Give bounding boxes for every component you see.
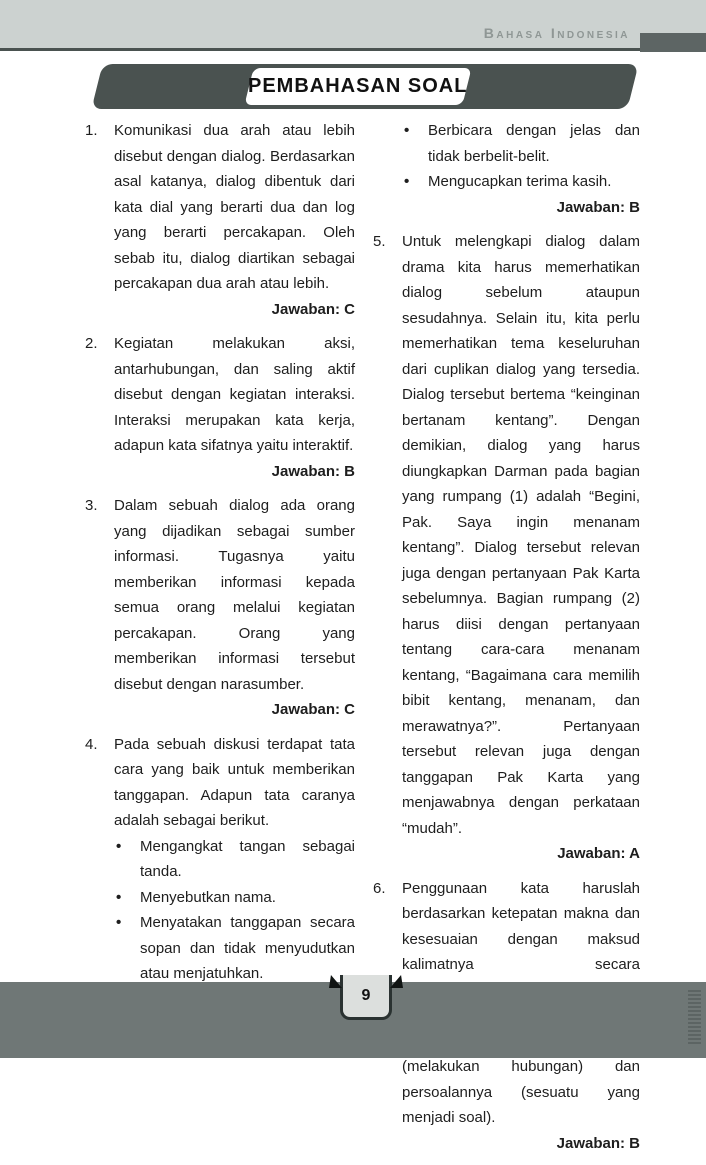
question-text: Penggunaan kata haruslah berdasarkan ketepatan makna dan kesesuaian dengan maksud kalimatnya secara (melakukan hubungan) dan persoalannya (sesuatu yang menjadi soal).: [402, 879, 640, 1126]
bullet-text: Menyatakan tanggapan secara sopan dan tidak menyudutkan atau menjatuhkan.: [140, 914, 355, 982]
page-number-tab: [340, 975, 392, 1020]
question-body: [402, 229, 640, 841]
question-block: [85, 118, 355, 322]
title-plate: [244, 68, 471, 105]
question-text: Pada sebuah diskusi terdapat tata cara yang baik untuk memberikan tanggapan. Adapun tata caranya adalah sebagai berikut.: [114, 735, 355, 829]
bullet-text: Menyebutkan nama.: [140, 888, 276, 906]
question-number: 2.: [85, 335, 98, 352]
question-block: [85, 732, 355, 987]
question-block: [85, 331, 355, 484]
header-rule: [0, 48, 644, 51]
question-number: 6.: [373, 879, 386, 897]
bullet-item: [114, 885, 355, 911]
question-number: 5.: [373, 233, 386, 250]
bullet-text: Mengucapkan terima kasih.: [428, 173, 612, 190]
question-text: Untuk melengkapi dialog dalam drama kita harus memerhatikan dialog sebelum ataupun sesudahnya. Selain itu, kita perlu memerhatikan tema keseluruhan dari cuplikan dialog yang tersedia. Dialog tersebut bertema “keinginan bertanam kentang”. Dengan demikian, dialog yang harus diungkapkan Darman pada bagian yang rumpang (1) adalah “Begini, Pak. Saya ingin menanam kentang”. Dialog tersebut relevan juga dengan pertanyaan Pak Karta sebelumnya. Bagian rumpang (2) harus diisi dengan pertanyaan tentang cara-cara menanam kentang, “Bagaimana cara memilih bibit kentang, menanam, dan merawatnya?”. Pertanyaan tersebut relevan juga dengan tanggapan Pak Karta yang menjawabnya dengan perkataan “mudah”.: [402, 233, 640, 837]
bullet-icon: [402, 118, 428, 169]
watermark: [688, 988, 701, 1044]
question-number: [373, 118, 402, 195]
bullet-text: Mengangkat tangan sebagai tanda.: [140, 837, 355, 880]
answer-label: Jawaban: C: [271, 701, 355, 718]
question-block: [373, 118, 640, 220]
bullet-icon: [402, 169, 428, 195]
question-body: [402, 118, 640, 195]
bullet-text: Berbicara dengan jelas dan tidak berbelit-belit.: [428, 122, 640, 165]
question-number: 1.: [85, 122, 98, 139]
question-text: Komunikasi dua arah atau lebih disebut dengan dialog. Berdasarkan asal katanya, dialog dibentuk dari kata dial yang berarti dua dan log yang berarti percakapan. Oleh sebab itu, dialog diartikan sebagai percakapan dua arah atau lebih.: [114, 122, 355, 292]
answer-label: Jawaban: B: [556, 1134, 640, 1152]
title-banner: [91, 64, 638, 109]
question-text: Dalam sebuah dialog ada orang yang dijadikan sebagai sumber informasi. Tugasnya yaitu memberikan informasi kepada semua orang melalui kegiatan percakapan. Orang yang memberikan informasi tersebut disebut dengan narasumber.: [114, 497, 355, 693]
bullet-item: [114, 834, 355, 885]
question-body: [114, 493, 355, 697]
answer-label: Jawaban: B: [271, 462, 355, 480]
answer-label: Jawaban: A: [557, 845, 640, 862]
question-number: 4.: [85, 735, 98, 753]
question-body: [114, 118, 355, 297]
question-body: [114, 331, 355, 459]
answer-label: Jawaban: C: [271, 300, 355, 318]
question-number: 3.: [85, 497, 98, 514]
page-number: 9: [361, 987, 371, 1004]
page-title: PEMBAHASAN SOAL: [248, 75, 468, 97]
bullet-item: [402, 118, 640, 169]
answer-label: Jawaban: B: [556, 198, 640, 216]
question-text: Kegiatan melakukan aksi, antarhubungan, dan saling aktif disebut dengan kegiatan interaksi. Interaksi merupakan kata kerja, adapun kata sifatnya yaitu interaktif.: [114, 335, 355, 454]
bullet-item: [402, 169, 640, 195]
bullet-icon: [114, 910, 140, 987]
header-corner-tab: [640, 33, 706, 52]
left-column: [85, 118, 355, 996]
question-body: [114, 732, 355, 987]
subject-label: Bahasa Indonesia: [483, 25, 630, 41]
question-block: [85, 493, 355, 723]
bullet-icon: [114, 834, 140, 885]
bullet-item: [114, 910, 355, 987]
bullet-icon: [114, 885, 140, 911]
question-block: [373, 229, 640, 867]
